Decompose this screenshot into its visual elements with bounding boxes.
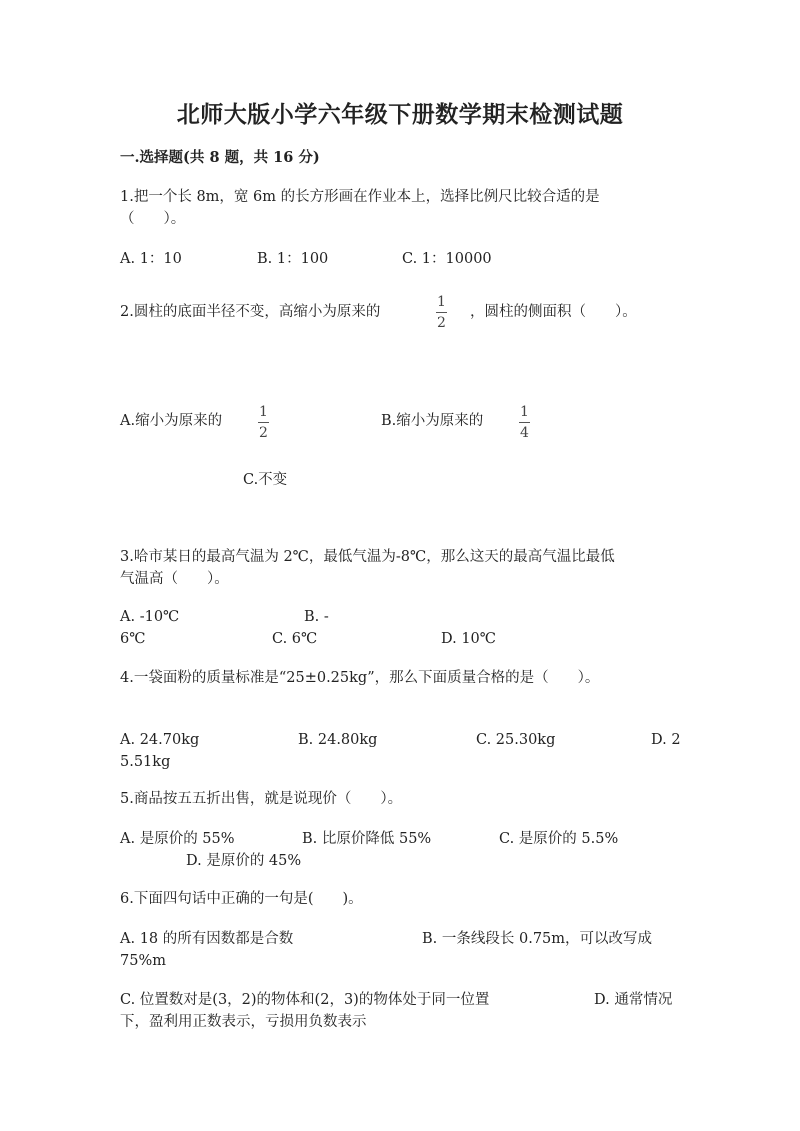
question-2-option-b: B.缩小为原来的	[381, 413, 484, 429]
question-2-option-a-fraction	[258, 404, 269, 441]
fraction-numerator: 1	[259, 404, 268, 420]
fraction-denominator: 2	[437, 315, 446, 331]
question-5-text: 5.商品按五五折出售，就是说现价（ ）。	[120, 791, 403, 807]
question-3-option-a: A. -10℃	[120, 609, 180, 625]
question-5-option-d: D. 是原价的 45%	[186, 853, 302, 869]
question-6-option-c: C. 位置数对是(3，2)的物体和(2，3)的物体处于同一位置	[120, 992, 490, 1008]
question-4-option-a: A. 24.70kg	[120, 732, 200, 748]
question-3-option-b: B. -	[304, 609, 329, 625]
question-6-option-d-cont: 下，盈利用正数表示，亏损用负数表示	[120, 1014, 367, 1030]
question-2-option-c: C.不变	[243, 472, 288, 488]
question-1-option-b: B. 1：100	[257, 251, 329, 267]
fraction-numerator: 1	[437, 294, 446, 310]
question-4-option-c: C. 25.30kg	[476, 732, 556, 748]
fraction-denominator: 2	[259, 425, 268, 441]
question-2-text-end: ，圆柱的侧面积（ ）。	[470, 304, 637, 320]
question-6-text: 6.下面四句话中正确的一句是( )。	[120, 891, 363, 907]
page-title: 北师大版小学六年级下册数学期末检测试题	[176, 101, 624, 128]
question-4-text: 4.一袋面粉的质量标准是“25±0.25kg”，那么下面质量合格的是（ ）。	[120, 670, 600, 686]
question-2-option-b-fraction	[519, 404, 530, 441]
question-3-text-cont: 气温高（ ）。	[120, 571, 229, 587]
question-3-option-b-cont: 6℃	[120, 631, 146, 647]
question-2-option-a: A.缩小为原来的	[120, 413, 223, 429]
question-1-option-c: C. 1：10000	[402, 251, 492, 267]
question-4-option-d: D. 2	[651, 732, 681, 748]
question-1-text-cont: （ ）。	[120, 211, 186, 227]
question-1-option-a: A. 1：10	[120, 251, 182, 267]
fraction-denominator: 4	[520, 425, 529, 441]
question-5-option-c: C. 是原价的 5.5%	[499, 831, 619, 847]
question-3-option-c: C. 6℃	[272, 631, 318, 647]
question-4-option-d-cont: 5.51kg	[120, 754, 171, 770]
question-6-option-b-cont: 75%m	[120, 953, 166, 969]
question-5-option-b: B. 比原价降低 55%	[302, 831, 432, 847]
section-heading: 一.选择题(共 8 题，共 16 分)	[120, 149, 320, 166]
question-3-option-d: D. 10℃	[441, 631, 496, 647]
fraction-numerator: 1	[520, 404, 529, 420]
question-3-text: 3.哈市某日的最高气温为 2℃，最低气温为-8℃，那么这天的最高气温比最低	[120, 549, 615, 565]
fraction-bar	[258, 422, 269, 423]
question-4-option-b: B. 24.80kg	[298, 732, 378, 748]
question-1-text: 1.把一个长 8m，宽 6m 的长方形画在作业本上，选择比例尺比较合适的是	[120, 189, 600, 205]
question-2-fraction	[436, 294, 447, 331]
fraction-bar	[436, 312, 447, 313]
question-2-text: 2.圆柱的底面半径不变，高缩小为原来的	[120, 304, 381, 320]
question-6-option-d: D. 通常情况	[594, 992, 673, 1008]
fraction-bar	[519, 422, 530, 423]
question-6-option-b: B. 一条线段长 0.75m，可以改写成	[422, 931, 653, 947]
question-6-option-a: A. 18 的所有因数都是合数	[120, 931, 294, 947]
question-5-option-a: A. 是原价的 55%	[120, 831, 235, 847]
